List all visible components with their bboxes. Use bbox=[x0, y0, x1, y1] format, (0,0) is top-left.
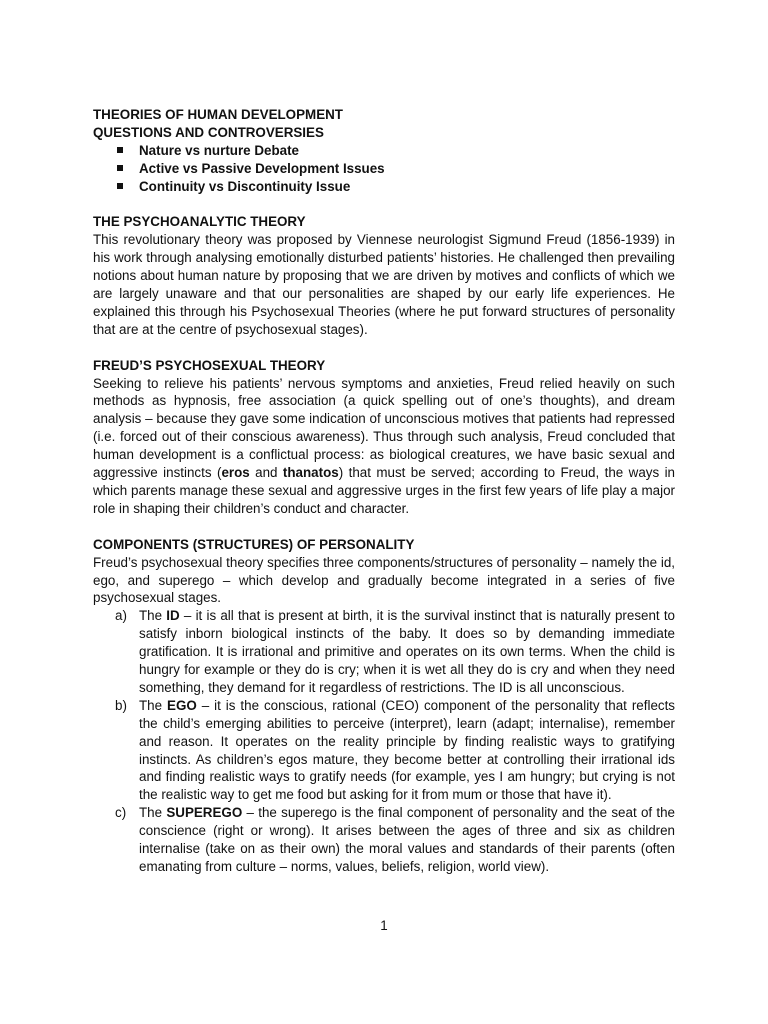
term-thanatos: thanatos bbox=[282, 465, 339, 481]
square-bullet-icon bbox=[117, 183, 123, 189]
list-item: Active vs Passive Development Issues bbox=[93, 160, 675, 178]
paragraph-psychoanalytic: This revolutionary theory was proposed by Viennese neurologist Sigmund Freud (1856-1939) in his work through analysing emotionally disturbed patients’ histories. He challenged then prevailing notions about human nature by proposing that we are driven by motives and conflicts of which we are largely unaware and that our personalities are shaped by our early life experiences. He explained this through his Psychosexual Theories (where he put forward structures of personality that are at the centre of psychosexual stages). bbox=[93, 232, 675, 337]
section-heading-psychosexual: FREUD’S PSYCHOSEXUAL THEORY bbox=[93, 357, 326, 373]
page-number: 1 bbox=[380, 918, 388, 933]
controversies-list bbox=[93, 142, 675, 196]
term-eros: eros bbox=[221, 465, 250, 481]
square-bullet-icon bbox=[117, 165, 123, 171]
term-superego: SUPEREGO bbox=[166, 805, 243, 821]
list-marker: a) bbox=[115, 608, 127, 624]
list-marker: b) bbox=[115, 697, 127, 713]
document-subtitle: QUESTIONS AND CONTROVERSIES bbox=[93, 124, 324, 140]
term-ego: EGO bbox=[167, 697, 197, 713]
paragraph-components-intro: Freud’s psychosexual theory specifies three components/structures of personality – namely the id, ego, and superego – which develop and gradually become integrated in a series of five psychosexual stages. bbox=[93, 554, 675, 606]
section-heading-components: COMPONENTS (STRUCTURES) OF PERSONALITY bbox=[93, 536, 415, 552]
document-title: THEORIES OF HUMAN DEVELOPMENT bbox=[93, 107, 343, 122]
components-list bbox=[93, 607, 675, 876]
section-heading-psychoanalytic: THE PSYCHOANALYTIC THEORY bbox=[93, 214, 306, 230]
paragraph-psychosexual: Seeking to relieve his patients’ nervous symptoms and anxieties, Freud relied heavily on such methods as hypnosis, free association (a quick spelling out of one’s thoughts), and dream analysis – because they gave some indication of unconscious motives that patients had repressed (i.e. forced out of their conscious awareness). Thus through such analysis, Freud concluded that human development is a conflictual process: as biological creatures, we have basic sexual and aggressive instincts (eros and thanatos) that must be served; according to Freud, the ways in which parents manage these sexual and aggressive urges in the first few years of life play a major role in shaping their children’s conduct and character. bbox=[93, 375, 676, 516]
list-item: Continuity vs Discontinuity Issue bbox=[93, 178, 675, 196]
list-item: Nature vs nurture Debate bbox=[93, 142, 675, 160]
term-id: ID bbox=[166, 608, 180, 624]
list-marker: c) bbox=[115, 805, 127, 821]
list-item-superego: c) The SUPEREGO – the superego is the final component of personality and the seat of the conscience (right or wrong). It arises between the ages of three and six as children internalise (take on as their own) the moral values and standards of their parents (often emanating from culture – norms, values, beliefs, religion, world view). bbox=[115, 805, 675, 875]
document-body bbox=[93, 106, 675, 876]
list-item-id: a) The ID – it is all that is present at birth, it is the survival instinct that is naturally present to satisfy inborn biological instincts of the baby. It does so by demanding immediate gratification. It is irrational and primitive and operates on its own terms. When the child is hungry for example or they do is cry; when it is wet all they do is cry and when they need something, they demand for it regardless of restrictions. The ID is all unconscious. bbox=[115, 608, 676, 695]
square-bullet-icon bbox=[117, 147, 123, 153]
list-item-ego: b) The EGO – it is the conscious, rational (CEO) component of the personality that reflects the child’s emerging abilities to perceive (interpret), learn (adapt; internalise), remember and reason. It operates on the reality principle by finding realistic ways to gratifying instincts. As children’s egos mature, they become better at controlling their irrational ids and finding realistic ways to gratify needs (for example, yes I am hungry; but crying is not the realistic way to get me food but asking for it from mum or those that have it). bbox=[115, 697, 675, 803]
